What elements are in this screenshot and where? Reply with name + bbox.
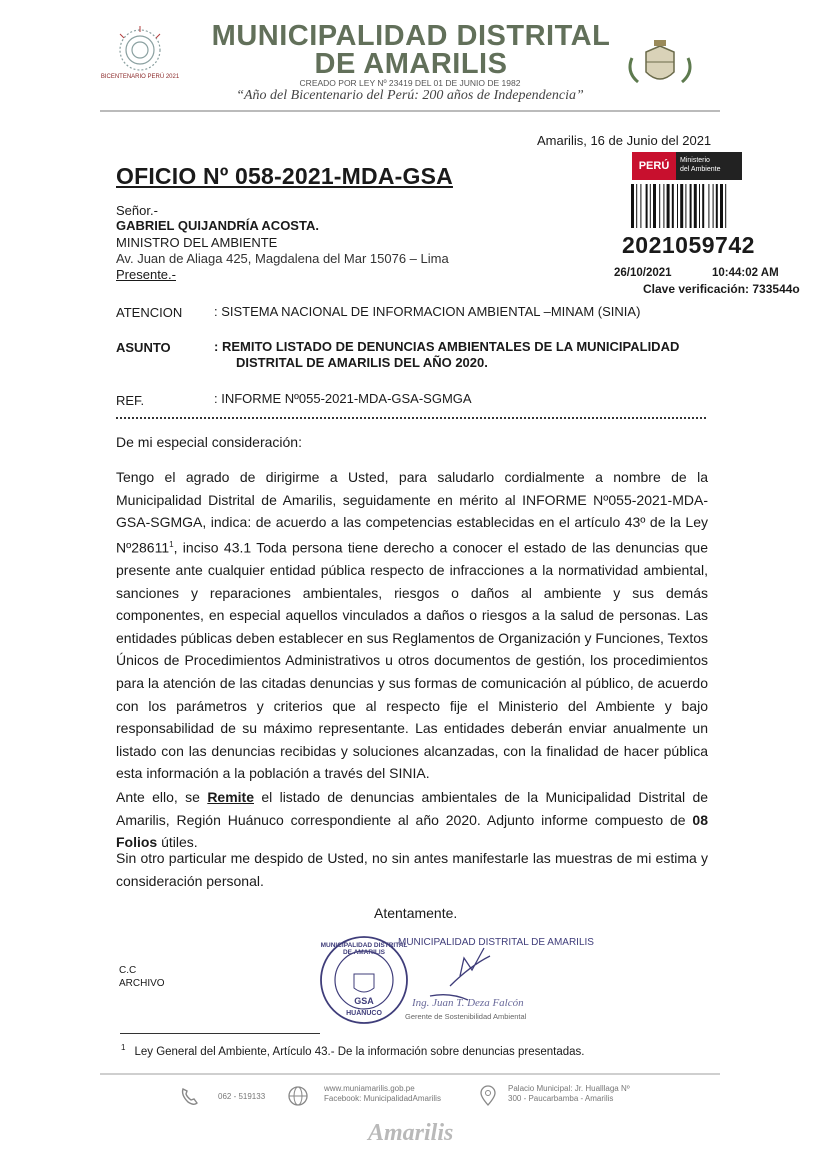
body-paragraph-1: Tengo el agrado de dirigirme a Usted, para saludarlo cordialmente a nombre de la Municipalidad Distrital de Amarilis, seguidamente en mérito al INFORME Nº055-2021-MDA-GSA-SGMGA, indica: de acuerdo a las competencias establecidas en el artículo 43º de la Ley Nº28611$^1$, inciso 43.1 Toda persona tiene derecho a conocer el estado de las denuncias que presente ante cualquier entidad pública respecto de infracciones a la normatividad ambiental, sanciones y reparaciones ambientales, riesgos o daños al ambiente y sus demás componentes, en especial aquellos vinculados a daños o riesgos a la salud de personas. Las entidades públicas deben establecer en sus Reglamentos de Organización y Funciones, Textos Únicos de Procedimientos Administrativos u otros documentos de gestión, los procedimientos para la atención de las citadas denuncias y sus formas de comunicación al público, de acuerdo con los parámetros y criterios que al respecto fije el Ministerio del Ambiente y bajo responsabilidad de su máximo representante. Las entidades deberán enviar anualmente un listado con las denuncias recibidas y soluciones alcanzadas, con la finalidad de hacer pública esta información a la población a través del SINIA. [116, 469, 708, 782]
verification-key: Clave verificación: 733544o [643, 282, 800, 296]
ref-value: : INFORME Nº055-2021-MDA-GSA-SGMGA [214, 391, 472, 406]
handwritten-signature-icon [420, 946, 510, 1002]
greeting: De mi especial consideración: [116, 434, 302, 450]
ref-label: REF. [116, 393, 145, 408]
stamp-time: 10:44:02 AM [712, 267, 779, 279]
asunto-value: : REMITO LISTADO DE DENUNCIAS AMBIENTALES DE LA MUNICIPALIDAD DISTRITAL DE AMARILIS DEL AÑO 2020. [214, 339, 680, 370]
creation-law-text: CREADO POR LEY Nº 23419 DEL 01 DE JUNIO DE 1982 [299, 78, 521, 88]
footer-divider [100, 1073, 720, 1075]
atencion-value: : SISTEMA NACIONAL DE INFORMACION AMBIENTAL –MINAM (SINIA) [214, 304, 641, 319]
document-date: Amarilis, 16 de Junio del 2021 [537, 133, 712, 148]
year-motto: “Año del Bicentenario del Perú: 200 años de Independencia” [236, 88, 584, 103]
remite-emphasis: Remite [207, 789, 254, 805]
amarilis-brand-logo: Amarilis [368, 1120, 454, 1146]
globe-icon [287, 1085, 309, 1107]
salutation: Señor.- [116, 203, 158, 218]
location-pin-icon [477, 1085, 499, 1107]
barcode-icon [631, 184, 769, 228]
ministry-label: Ministerio del Ambiente [680, 157, 721, 173]
municipality-title: MUNICIPALIDAD DISTRITAL DE AMARILIS [211, 20, 611, 80]
footer-web: www.muniamarilis.gob.pe Facebook: MunicipalidadAmarilis [324, 1084, 441, 1103]
carbon-copy: C.C ARCHIVO [119, 965, 165, 989]
signatory-role: Gerente de Sostenibilidad Ambiental [405, 1012, 527, 1021]
minam-reception-stamp [632, 152, 742, 180]
atencion-label: ATENCION [116, 305, 183, 320]
header-divider [100, 110, 720, 112]
signature-stamp-line: MUNICIPALIDAD DISTRITAL DE AMARILIS [398, 937, 594, 948]
coat-of-arms-icon [622, 38, 698, 94]
body-paragraph-3: Sin otro particular me despido de Usted, no sin antes manifestarle las muestras de mi estima y consideración personal. [116, 850, 708, 889]
footnote-divider [120, 1033, 320, 1034]
addressee-role: MINISTRO DEL AMBIENTE [116, 235, 278, 250]
footer-phone: 062 - 519133 [218, 1092, 266, 1101]
bicentenario-logo-text: BICENTENARIO PERÚ 2021 [100, 74, 180, 80]
addressee-address: Av. Juan de Aliaga 425, Magdalena del Mar 15076 – Lima [116, 251, 449, 266]
folios-emphasis: 08 Folios [116, 811, 708, 851]
footnote: $^1$ Ley General del Ambiente, Artículo 43.- De la información sobre denuncias presentadas. [121, 1043, 585, 1058]
document-title: OFICIO Nº 058-2021-MDA-GSA [116, 163, 453, 189]
signatory-name: Ing. Juan T. Deza Falcón [412, 997, 524, 1009]
closing: Atentamente. [374, 905, 458, 921]
presente-label: Presente.- [116, 267, 176, 282]
asunto-label: ASUNTO [116, 340, 171, 355]
registry-number: 2021059742 [622, 232, 755, 258]
peru-badge: PERÚ [632, 152, 676, 180]
body-paragraph-2: Ante ello, se Remite el listado de denuncias ambientales de la Municipalidad Distrital de Amarilis, Región Huánuco correspondiente al año 2020. Adjunto informe compuesto de 08 Folios útiles. [116, 789, 709, 851]
seal-text: MUNICIPALIDAD DISTRITAL DE AMARILIS GSA HUÁNUCO [320, 942, 408, 1017]
phone-icon [178, 1085, 200, 1107]
bicentenario-logo-icon [100, 20, 180, 98]
addressee-name: GABRIEL QUIJANDRÍA ACOSTA. [116, 218, 319, 233]
footer-address: Palacio Municipal: Jr. Hualllaga Nº 300 - Paucarbamba - Amarilis [508, 1084, 630, 1103]
stamp-date: 26/10/2021 [614, 267, 672, 279]
dotted-separator [116, 417, 706, 419]
